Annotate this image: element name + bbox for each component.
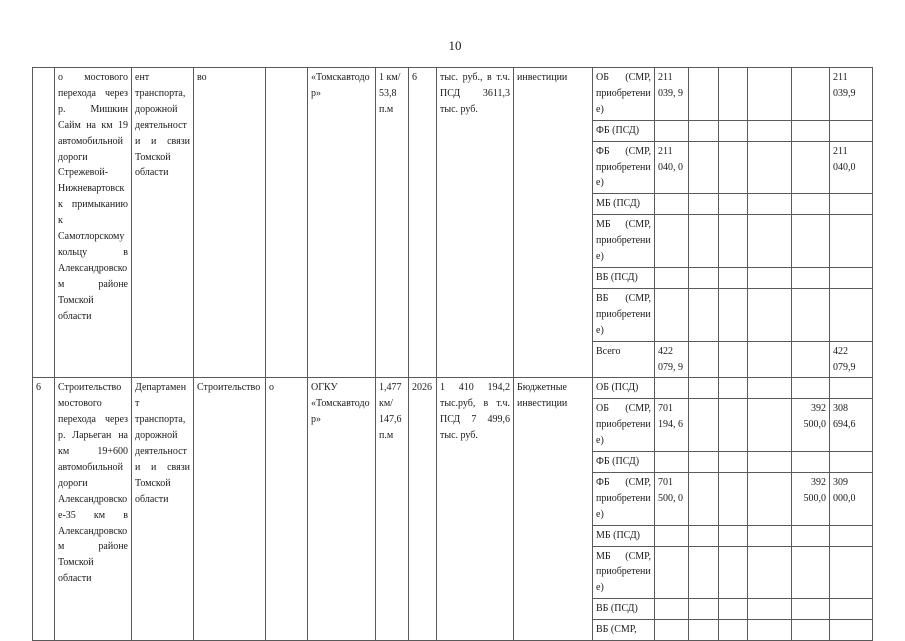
value-cell: 392 500,0	[792, 399, 830, 452]
total-cell: 309 000,0	[830, 472, 873, 525]
capacity: 1 км/ 53,8 п.м	[376, 68, 409, 378]
total-cell: 211 039,9	[830, 68, 873, 121]
value-cell: 392 500,0	[792, 472, 830, 525]
source-label: ВБ (ПСД)	[593, 599, 655, 620]
source-label: МБ (СМР, приобретение)	[593, 546, 655, 599]
source-label: ВБ (СМР, приобретение)	[593, 288, 655, 341]
investment-table	[32, 67, 873, 641]
source-label: ОБ (ПСД)	[593, 378, 655, 399]
year: 6	[409, 68, 437, 378]
cost: тыс. руб., в т.ч. ПСД 3611,3 тыс. руб.	[437, 68, 514, 378]
object-name: Строительство мостового перехода через р. Ларьеган на км 19+600 автомобильной дороги Александровское-35 км в Александровском районе Томской области	[55, 378, 132, 641]
work-type: Строительство	[194, 378, 266, 641]
source-label: МБ (СМР, приобретение)	[593, 215, 655, 268]
investment-form: инвестиции	[514, 68, 593, 378]
table-row	[33, 68, 873, 121]
value-cell: 422 079, 9	[655, 341, 689, 378]
value-cell: 211 039, 9	[655, 68, 689, 121]
col4-cell: о	[266, 378, 308, 641]
total-cell: 211 040,0	[830, 141, 873, 194]
source-label: ФБ (СМР, приобретение)	[593, 472, 655, 525]
source-label: ВБ (ПСД)	[593, 267, 655, 288]
source-label: МБ (ПСД)	[593, 525, 655, 546]
table-row	[33, 378, 873, 399]
source-label: Всего	[593, 341, 655, 378]
row-number: 6	[33, 378, 55, 641]
investment-form: Бюджетные инвестиции	[514, 378, 593, 641]
col4-cell	[266, 68, 308, 378]
year: 2026	[409, 378, 437, 641]
total-cell: 422 079,9	[830, 341, 873, 378]
source-label: ФБ (ПСД)	[593, 120, 655, 141]
source-label: ФБ (ПСД)	[593, 452, 655, 473]
source-label: ОБ (СМР, приобретение)	[593, 68, 655, 121]
object-name: о мостового перехода через р. Мишкин Сайм на км 19 автомобильной дороги Стрежевой-Нижневартовск к примыканию к Самотлорскому кольцу в Александровском районе Томской области	[55, 68, 132, 378]
source-label: ФБ (СМР, приобретение)	[593, 141, 655, 194]
source-label: ВБ (СМР,	[593, 620, 655, 641]
source-label: ОБ (СМР, приобретение)	[593, 399, 655, 452]
row-number	[33, 68, 55, 378]
work-type: во	[194, 68, 266, 378]
source-label: МБ (ПСД)	[593, 194, 655, 215]
customer: ент транспорта, дорожной деятельности и связи Томской области	[132, 68, 194, 378]
total-cell: 308 694,6	[830, 399, 873, 452]
capacity: 1,477 км/ 147,6 п.м	[376, 378, 409, 641]
executor: ОГКУ «Томскавтодор»	[308, 378, 376, 641]
value-cell: 701 194, 6	[655, 399, 689, 452]
value-cell: 701 500, 0	[655, 472, 689, 525]
cost: 1 410 194,2 тыс.руб, в т.ч. ПСД 7 499,6 тыс. руб.	[437, 378, 514, 641]
page-number: 10	[448, 38, 462, 53]
executor: «Томскавтодор»	[308, 68, 376, 378]
customer: Департамент транспорта, дорожной деятельности и связи Томской области	[132, 378, 194, 641]
value-cell: 211 040, 0	[655, 141, 689, 194]
